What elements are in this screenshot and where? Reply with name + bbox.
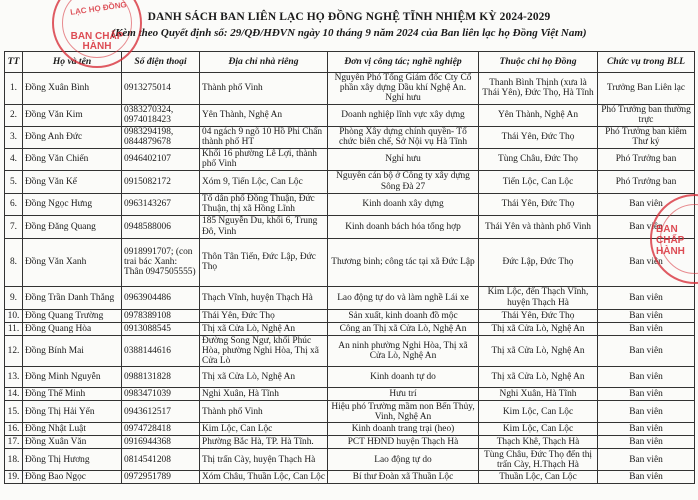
workplace: An ninh phường Nghi Hòa, Thị xã Cửa Lò, Nghệ An [328, 335, 479, 367]
row-number: 3. [5, 126, 23, 148]
document-title: DANH SÁCH BAN LIÊN LẠC HỌ ĐỒNG NGHỆ TĨNH NHIỆM KỲ 2024-2029 [147, 11, 551, 23]
home-address: Kim Lộc, Can Lộc [200, 423, 328, 436]
table-header [5, 52, 695, 73]
table-row [5, 215, 695, 238]
header-workplace: Đơn vị công tác; nghề nghiệp [328, 52, 479, 73]
family-branch: Tùng Châu, Đức Thọ [479, 148, 598, 170]
row-number: 14. [5, 388, 23, 401]
position: Ban viên [598, 401, 695, 423]
home-address: Thị xã Cửa Lò, Nghệ An [200, 367, 328, 388]
table-row [5, 193, 695, 215]
phone-number: 0963904486 [122, 286, 200, 309]
workplace: Bí thư Đoàn xã Thuần Lộc [328, 471, 479, 484]
row-number: 9. [5, 286, 23, 309]
table-row [5, 436, 695, 449]
home-address: Xóm Châu, Thuần Lộc, Can Lộc [200, 471, 328, 484]
table-row [5, 401, 695, 423]
family-branch: Thái Yên và thành phố Vinh [479, 215, 598, 238]
position: Ban viên [598, 367, 695, 388]
workplace: Doanh nghiệp lĩnh vực xây dựng [328, 104, 479, 126]
position: Phó Trưởng ban [598, 148, 695, 170]
header-phone: Số điện thoại [122, 52, 200, 73]
home-address: Thái Yên, Đức Thọ [200, 309, 328, 322]
table-row [5, 286, 695, 309]
position: Ban viên [598, 471, 695, 484]
home-address: Yên Thành, Nghệ An [200, 104, 328, 126]
phone-number: 0383270324, 0974018423 [122, 104, 200, 126]
position: Ban viên [598, 436, 695, 449]
member-name: Đồng Nhật Luật [23, 423, 122, 436]
phone-number: 0963143267 [122, 193, 200, 215]
workplace: Kinh doanh bách hóa tổng hợp [328, 215, 479, 238]
home-address: Thị trấn Cày, huyện Thạch Hà [200, 449, 328, 471]
table-row [5, 148, 695, 170]
member-name: Đồng Văn Kế [23, 170, 122, 193]
table-row [5, 423, 695, 436]
family-branch: Thị xã Cửa Lò, Nghệ An [479, 322, 598, 335]
phone-number: 0916944368 [122, 436, 200, 449]
row-number: 8. [5, 238, 23, 286]
phone-number: 0948588006 [122, 215, 200, 238]
row-number: 6. [5, 193, 23, 215]
workplace: Hưu trí [328, 388, 479, 401]
family-branch: Kim Lộc, đến Thạch Vĩnh, huyện Thạch Hà [479, 286, 598, 309]
table-row [5, 309, 695, 322]
table-row [5, 367, 695, 388]
position: Ban viên [598, 449, 695, 471]
family-branch: Thanh Bình Thịnh (xưa là Thái Yên), Đức Thọ, Hà Tĩnh [479, 73, 598, 105]
position: Ban viên [598, 238, 695, 286]
phone-number: 0983294198, 0844879678 [122, 126, 200, 148]
workplace: Kinh doanh trang trại (heo) [328, 423, 479, 436]
home-address: 185 Nguyễn Du, khối 6, Trung Đô, Vinh [200, 215, 328, 238]
phone-number: 0988131828 [122, 367, 200, 388]
phone-number: 0978389108 [122, 309, 200, 322]
home-address: Thành phố Vinh [200, 73, 328, 105]
member-name: Đồng Bao Ngọc [23, 471, 122, 484]
table-row [5, 104, 695, 126]
position: Ban viên [598, 335, 695, 367]
workplace: Lao động tự do và làm nghề Lái xe [328, 286, 479, 309]
member-name: Đồng Quang Trường [23, 309, 122, 322]
position: Phó Trưởng ban thường trực [598, 104, 695, 126]
table-row [5, 335, 695, 367]
member-name: Đồng Văn Chiến [23, 148, 122, 170]
workplace: Nguyên Phó Tổng Giám đốc Cty Cổ phần xây dựng Dầu khí Nghệ An. Nghỉ hưu [328, 73, 479, 105]
member-name: Đồng Thế Minh [23, 388, 122, 401]
header-row [5, 52, 695, 73]
workplace: Nguyên cán bộ ở Công ty xây dựng Sông Đà 27 [328, 170, 479, 193]
family-branch: Thái Yên, Đức Thọ [479, 193, 598, 215]
home-address: Phường Bắc Hà, TP. Hà Tĩnh. [200, 436, 328, 449]
position: Ban viên [598, 423, 695, 436]
row-number: 2. [5, 104, 23, 126]
home-address: Xóm 9, Tiến Lộc, Can Lộc [200, 170, 328, 193]
table-body [5, 73, 695, 484]
family-branch: Kim Lộc, Can Lộc [479, 401, 598, 423]
row-number: 10. [5, 309, 23, 322]
position: Ban viên [598, 388, 695, 401]
home-address: Thành phố Vinh [200, 401, 328, 423]
header-tt: TT [5, 52, 23, 73]
family-branch: Thái Yên, Đức Thọ [479, 309, 598, 322]
row-number: 11. [5, 322, 23, 335]
home-address: Nghi Xuân, Hà Tĩnh [200, 388, 328, 401]
member-name: Đồng Trần Danh Thắng [23, 286, 122, 309]
row-number: 12. [5, 335, 23, 367]
position: Ban viên [598, 322, 695, 335]
row-number: 1. [5, 73, 23, 105]
table-row [5, 238, 695, 286]
position: Phó Trưởng ban [598, 170, 695, 193]
table-row [5, 322, 695, 335]
home-address: Đường Song Ngư, khối Phúc Hòa, phường Nghi Hòa, Thị xã Cửa Lò [200, 335, 328, 367]
position: Trưởng Ban Liên lạc [598, 73, 695, 105]
row-number: 7. [5, 215, 23, 238]
family-branch: Thạch Khê, Thạch Hà [479, 436, 598, 449]
family-branch: Đức Lập, Đức Thọ [479, 238, 598, 286]
family-branch: Tiến Lộc, Can Lộc [479, 170, 598, 193]
stamp-right-text: BAN CHẤP HÀNH [656, 224, 685, 257]
document-subtitle: (Kèm theo Quyết định số: 29/QĐ/HĐVN ngày 10 tháng 9 năm 2024 của Ban liên lạc họ Đồng Việt Nam) [111, 27, 587, 39]
table-row [5, 73, 695, 105]
position: Ban viên [598, 309, 695, 322]
member-name: Đồng Đăng Quang [23, 215, 122, 238]
member-name: Đồng Thị Hương [23, 449, 122, 471]
phone-number: 0972951789 [122, 471, 200, 484]
workplace: PCT HĐND huyện Thạch Hà [328, 436, 479, 449]
phone-number: 0388144616 [122, 335, 200, 367]
member-name: Đồng Anh Đức [23, 126, 122, 148]
phone-number: 0913275014 [122, 73, 200, 105]
row-number: 13. [5, 367, 23, 388]
workplace: Nghỉ hưu [328, 148, 479, 170]
workplace: Thương binh; công tác tại xã Đức Lập [328, 238, 479, 286]
phone-number: 0946402107 [122, 148, 200, 170]
family-branch: Thái Yên, Đức Thọ [479, 126, 598, 148]
phone-number: 0943612517 [122, 401, 200, 423]
family-branch: Thị xã Cửa Lò, Nghệ An [479, 367, 598, 388]
row-number: 17. [5, 436, 23, 449]
home-address: Thạch Vĩnh, huyện Thạch Hà [200, 286, 328, 309]
workplace: Sản xuất, kinh doanh đồ mộc [328, 309, 479, 322]
stamp-top-left-text: BAN CHẤP HÀNH [70, 31, 124, 52]
home-address: Thôn Tân Tiến, Đức Lập, Đức Thọ [200, 238, 328, 286]
phone-number: 0915082172 [122, 170, 200, 193]
workplace: Công an Thị xã Cửa Lò, Nghệ An [328, 322, 479, 335]
position: Phó Trưởng ban kiêm Thư ký [598, 126, 695, 148]
member-name: Đồng Xuân Bình [23, 73, 122, 105]
family-branch: Tùng Châu, Đức Thọ đến thị trấn Cày, H.Thạch Hà [479, 449, 598, 471]
family-branch: Thuần Lộc, Can Lộc [479, 471, 598, 484]
home-address: 04 ngách 9 ngõ 10 Hồ Phi Chấn thành phố HT [200, 126, 328, 148]
phone-number: 0983471039 [122, 388, 200, 401]
members-table [4, 51, 695, 484]
row-number: 16. [5, 423, 23, 436]
member-name: Đồng Minh Nguyễn [23, 367, 122, 388]
position: Ban viên [598, 286, 695, 309]
home-address: Khối 16 phường Lê Lợi, thành phố Vinh [200, 148, 328, 170]
row-number: 18. [5, 449, 23, 471]
table-row [5, 449, 695, 471]
workplace: Kinh doanh tự do [328, 367, 479, 388]
row-number: 4. [5, 148, 23, 170]
phone-number: 0913088545 [122, 322, 200, 335]
member-name: Đồng Bính Mai [23, 335, 122, 367]
family-branch: Kim Lộc, Can Lộc [479, 423, 598, 436]
family-branch: Nghi Xuân, Hà Tĩnh [479, 388, 598, 401]
family-branch: Thị xã Cửa Lò, Nghệ An [479, 335, 598, 367]
member-name: Đồng Thị Hải Yến [23, 401, 122, 423]
workplace: Lao động tự do [328, 449, 479, 471]
member-name: Đồng Quang Hòa [23, 322, 122, 335]
table-row [5, 388, 695, 401]
row-number: 5. [5, 170, 23, 193]
header-branch: Thuộc chi họ Đồng [479, 52, 598, 73]
row-number: 19. [5, 471, 23, 484]
header-name: Họ và tên [23, 52, 122, 73]
table-row [5, 170, 695, 193]
family-branch: Yên Thành, Nghệ An [479, 104, 598, 126]
workplace: Kinh doanh xây dựng [328, 193, 479, 215]
table-row [5, 126, 695, 148]
position: Ban viên [598, 193, 695, 215]
header-position: Chức vụ trong BLL [598, 52, 695, 73]
row-number: 15. [5, 401, 23, 423]
home-address: Thị xã Cửa Lò, Nghệ An [200, 322, 328, 335]
table-row [5, 471, 695, 484]
member-name: Đồng Ngọc Hưng [23, 193, 122, 215]
member-name: Đồng Xuân Văn [23, 436, 122, 449]
position: Ban viên [598, 215, 695, 238]
workplace: Hiệu phó Trường mầm non Bến Thủy, Vinh, Nghệ An [328, 401, 479, 423]
workplace: Phòng Xây dựng chính quyền- Tổ chức biên chế, Sở Nội vụ Hà Tĩnh [328, 126, 479, 148]
phone-number: 0814541208 [122, 449, 200, 471]
phone-number: 0974728418 [122, 423, 200, 436]
stamp-top-left-arc: LẠC HỌ ĐỒNG [69, 0, 128, 17]
member-name: Đồng Văn Kim [23, 104, 122, 126]
phone-number: 0918991707; (con trai bác Xanh: Thân 0947505555) [122, 238, 200, 286]
header-address: Địa chỉ nhà riêng [200, 52, 328, 73]
home-address: Tổ dân phố Đồng Thuận, Đức Thuận, thị xã Hồng Lĩnh [200, 193, 328, 215]
member-name: Đồng Văn Xanh [23, 238, 122, 286]
